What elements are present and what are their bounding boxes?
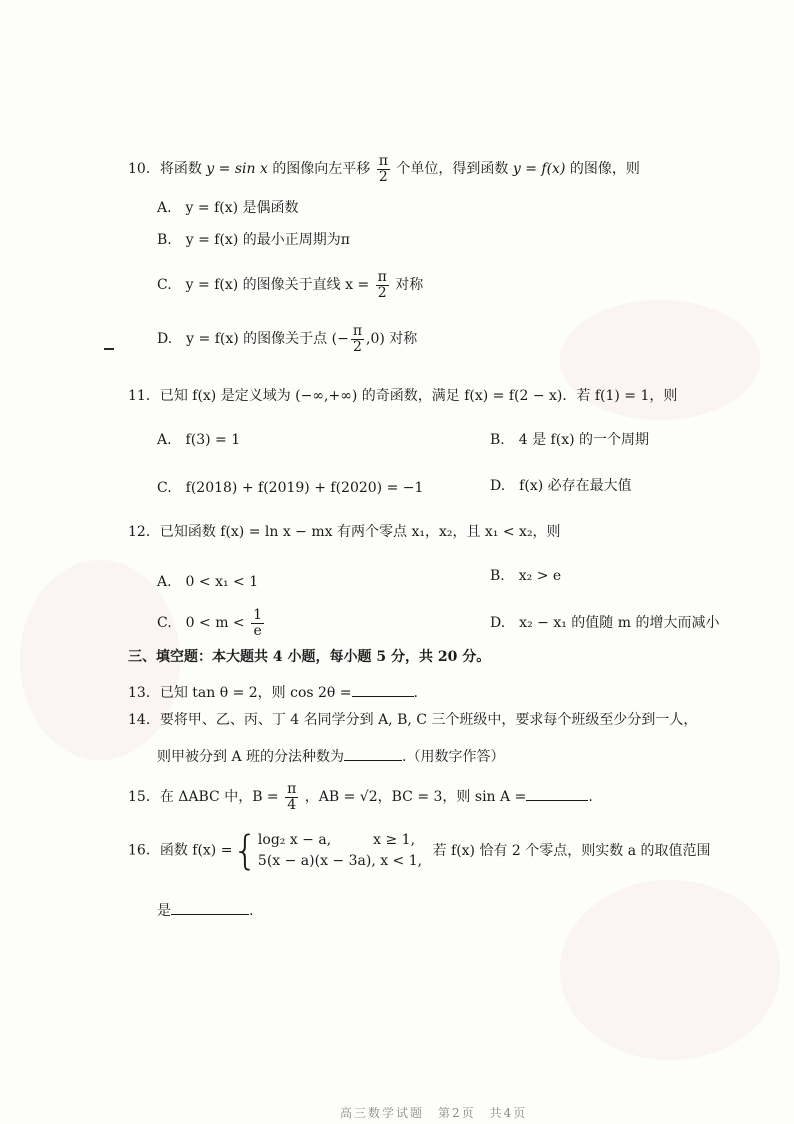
q10-func: y = sin x — [206, 161, 268, 178]
fraction-numerator: 1 — [253, 607, 263, 623]
q15-fraction — [285, 782, 298, 812]
fraction-denominator: 4 — [287, 796, 297, 813]
fraction-denominator: 2 — [378, 168, 388, 185]
q11-option-b: B. 4 是 f(x) 的一个周期 — [490, 432, 649, 448]
q16-text: . — [249, 903, 254, 919]
q12-c-fraction — [251, 608, 264, 638]
piecewise-case-1: log₂ x − a, x ≥ 1, — [257, 832, 416, 848]
option-text: D. y = f(x) 的图像关于点 (− — [157, 331, 349, 348]
q12-option-a: A. 0 < x₁ < 1 — [157, 574, 259, 590]
q16-text: 16．函数 f(x) = — [128, 842, 233, 859]
piecewise-cases — [258, 830, 422, 872]
fraction-denominator: e — [253, 622, 262, 639]
q11-option-d: D. f(x) 必存在最大值 — [490, 478, 632, 494]
page-footer: 高三数学试题 第2页 共4页 — [340, 1106, 528, 1120]
q14-line1: 14．要将甲、乙、丙、丁 4 名同学分到 A, B, C 三个班级中，要求每个班级至少分到一人， — [128, 712, 698, 728]
q10-option-a: A. y = f(x) 是偶函数 — [157, 200, 299, 216]
fraction-numerator: π — [378, 153, 388, 169]
q12-option-b: B. x₂ > e — [490, 568, 562, 584]
q10-option-d — [157, 324, 417, 354]
scan-mark — [104, 348, 114, 350]
q10-stem-text: 10．将函数 — [128, 161, 202, 178]
q15-text: . — [588, 789, 593, 806]
q11-option-c: C. f(2018) + f(2019) + f(2020) = −1 — [157, 480, 424, 496]
q10-c-fraction — [376, 270, 389, 300]
q14-line2 — [157, 746, 504, 766]
q15-text: ，AB = √2，BC = 3，则 sin A = — [304, 789, 527, 806]
q10-stem-text: 的图像向左平移 — [272, 161, 371, 178]
q13 — [128, 682, 418, 702]
fraction-numerator: π — [377, 269, 387, 285]
fraction-numerator: π — [352, 323, 363, 339]
q12-stem: 12．已知函数 f(x) = ln x − mx 有两个零点 x₁，x₂，且 x₁ < x₂，则 — [128, 524, 561, 540]
q10-option-b: B. y = f(x) 的最小正周期为π — [157, 232, 350, 248]
q10-stem-text: 个单位，得到函数 — [396, 161, 509, 178]
q12-option-c — [157, 608, 266, 638]
q13-text: 13．已知 tan θ = 2，则 cos 2θ = — [128, 685, 352, 701]
piecewise-brace: { — [232, 828, 258, 874]
section-heading: 三、填空题：本大题共 4 小题，每小题 5 分，共 20 分。 — [128, 649, 491, 665]
q10-stem-text: 的图像，则 — [569, 161, 640, 178]
option-text: 对称 — [395, 277, 424, 294]
q15-text: 15．在 ΔABC 中，B = — [128, 789, 279, 806]
q11-option-a: A. f(3) = 1 — [157, 432, 241, 448]
q16-text: 是 — [157, 903, 171, 919]
q11-stem: 11．已知 f(x) 是定义域为 (−∞,+∞) 的奇函数，满足 f(x) = f(2 − x)．若 f(1) = 1，则 — [128, 388, 678, 404]
piecewise-case-2: 5(x − a)(x − 3a), x < 1, — [257, 853, 423, 869]
paper-stain — [560, 880, 780, 1060]
q14-text: 则甲被分到 A 班的分法种数为 — [157, 749, 345, 765]
answer-blank[interactable] — [171, 900, 249, 915]
q14-text: .（用数字作答） — [402, 749, 505, 765]
answer-blank[interactable] — [526, 786, 588, 801]
option-text: C. 0 < m < — [157, 615, 245, 632]
q16 — [128, 830, 711, 872]
option-text: C. y = f(x) 的图像关于直线 x = — [157, 277, 370, 294]
q16-line2 — [157, 900, 253, 920]
answer-blank[interactable] — [344, 746, 402, 761]
fraction-denominator: 2 — [352, 338, 362, 355]
q13-text: . — [413, 685, 418, 701]
q12-option-d: D. x₂ − x₁ 的值随 m 的增大而减小 — [490, 615, 720, 631]
fraction-numerator: π — [287, 781, 297, 797]
q10-func: y = f(x) — [512, 161, 566, 178]
q10-stem — [128, 154, 640, 184]
q10-d-fraction — [351, 324, 364, 354]
fraction-denominator: 2 — [377, 284, 387, 301]
q10-option-c — [157, 270, 423, 300]
q15 — [128, 782, 593, 812]
q10-fraction — [377, 154, 390, 184]
option-text: ,0) 对称 — [366, 331, 418, 348]
answer-blank[interactable] — [352, 682, 414, 697]
q16-text: 若 f(x) 恰有 2 个零点，则实数 a 的取值范围 — [432, 842, 711, 859]
